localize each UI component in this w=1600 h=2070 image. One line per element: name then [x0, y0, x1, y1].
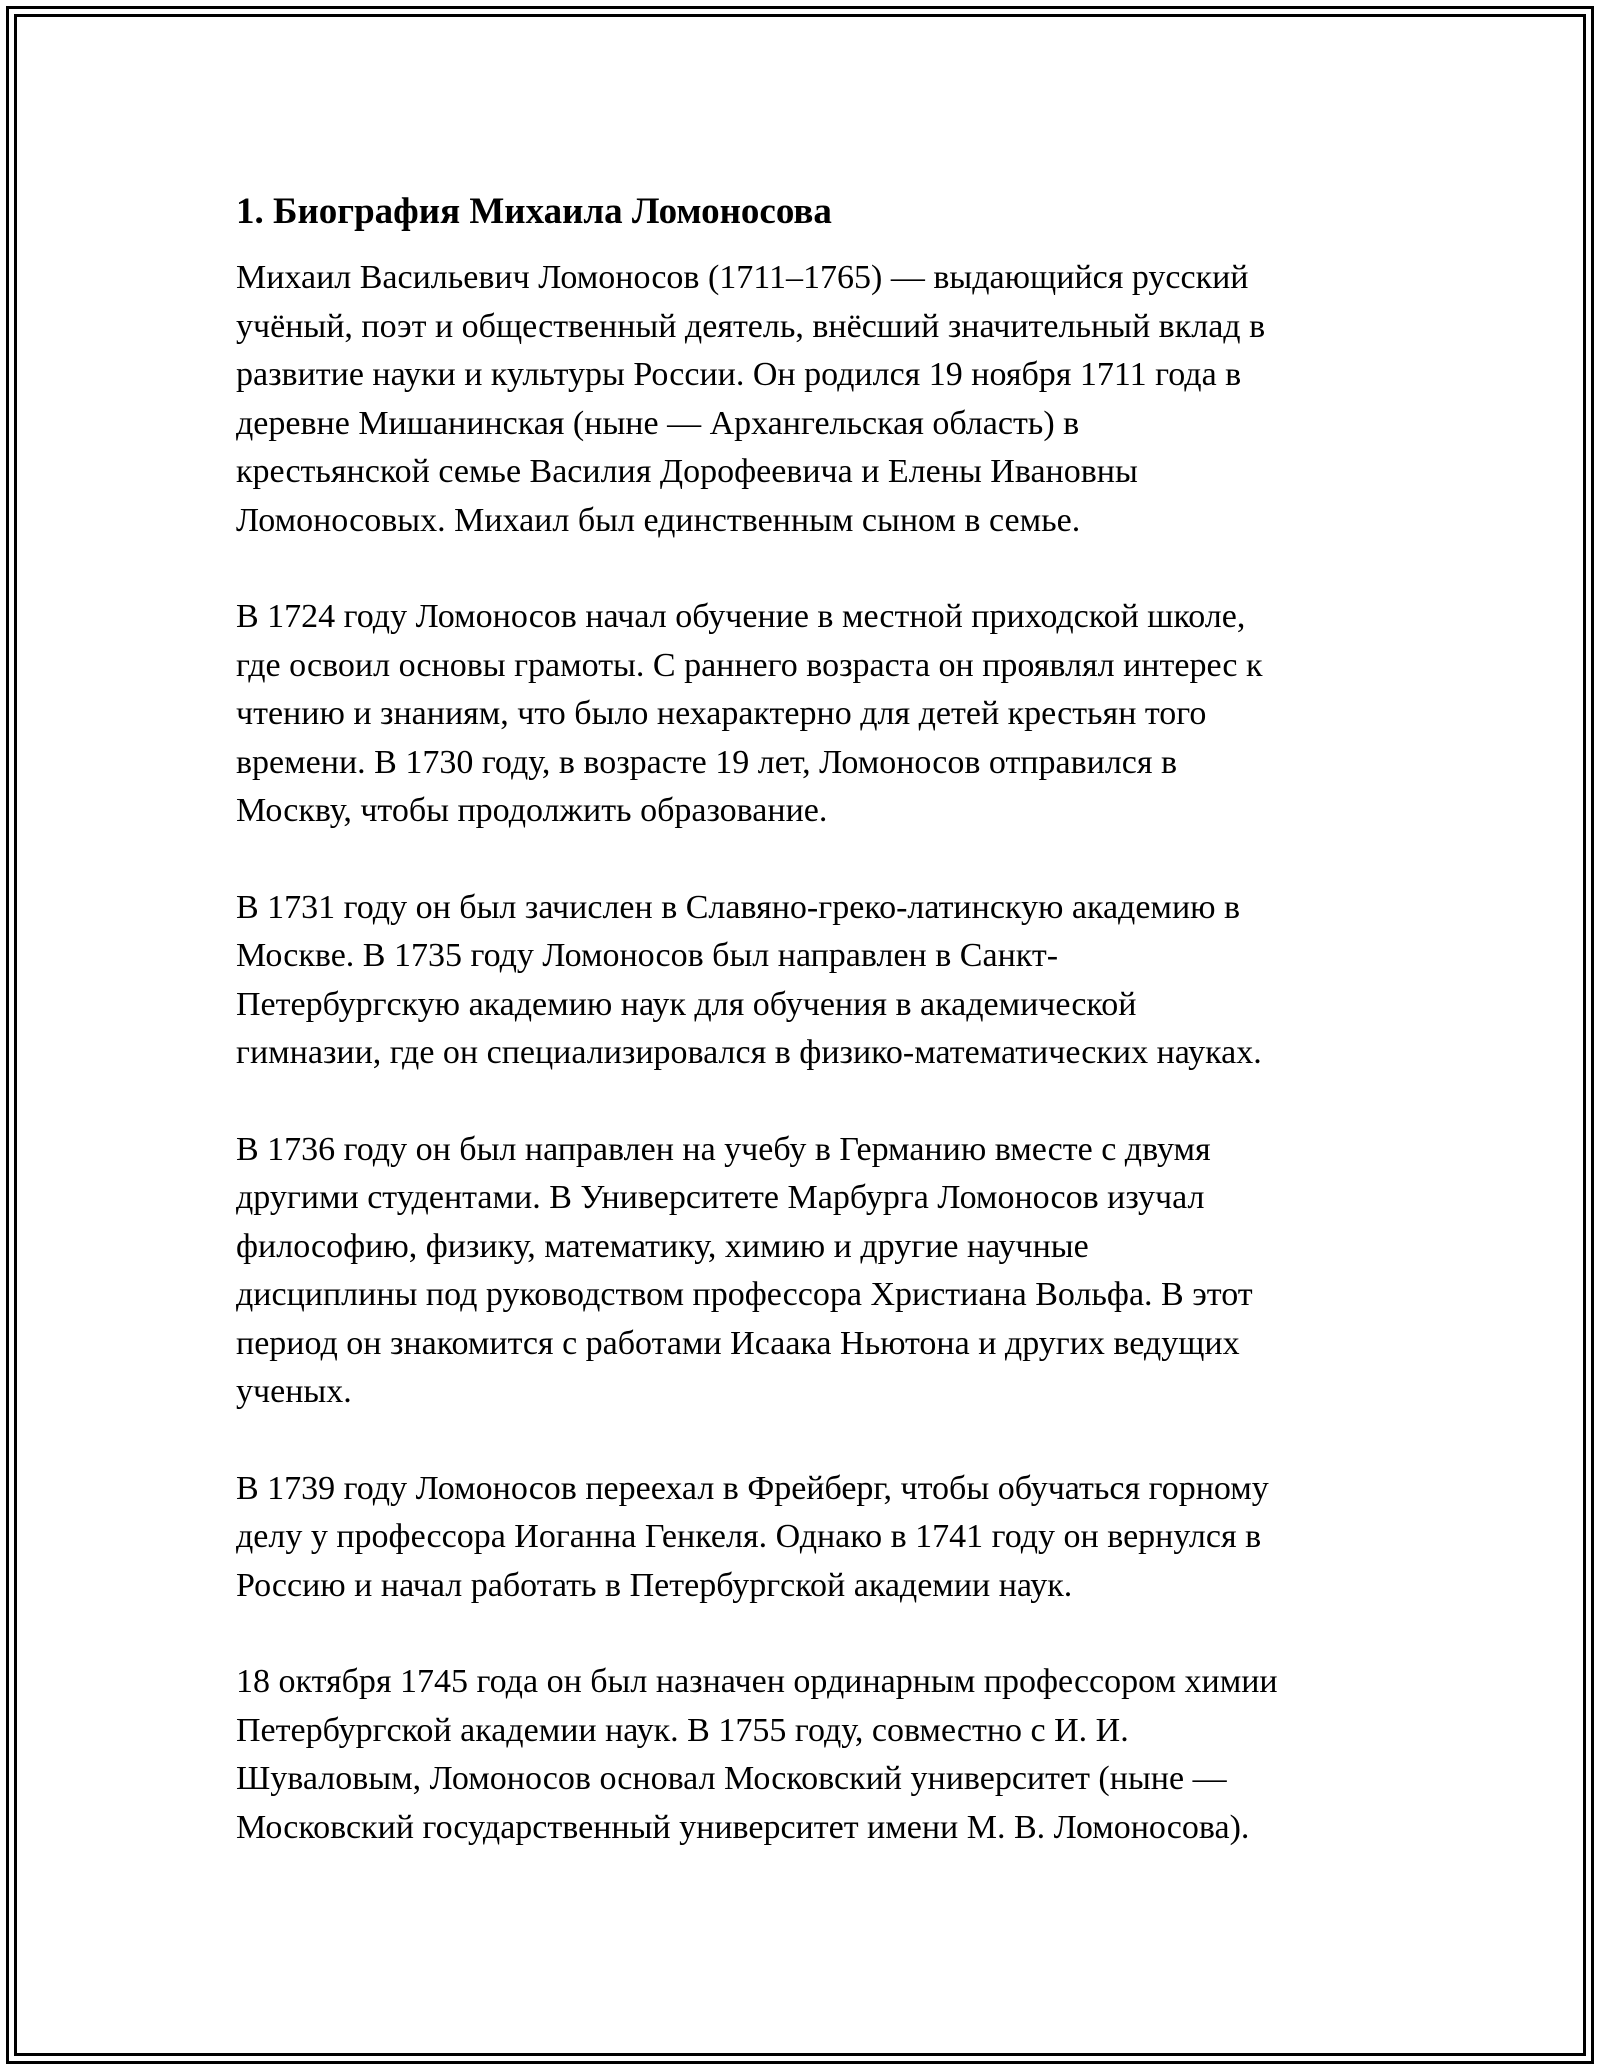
- paragraph-academy: В 1731 году он был зачислен в Славяно-греко-латинскую академию в Москве. В 1735 году Ломоносов был направлен в Санкт- Петербургскую академию наук для обучения в академической гимназии, где он специализировался в физико-математических науках.: [236, 888, 1262, 1071]
- paragraph-birth: Михаил Васильевич Ломоносов (1711–1765) — выдающийся русский учёный, поэт и общественный деятель, внёсший значительный вклад в развитие науки и культуры России. Он родился 19 ноября 1711 года в деревне Мишанинская (ныне — Архангельская область) в крестьянской семье Василия Дорофеевича и Елены Ивановны Ломоносовых. Михаил был единственным сыном в семье.: [236, 259, 1266, 539]
- section-heading: 1. Биография Михаила Ломоносова: [236, 191, 832, 232]
- document-body: [236, 186, 1376, 1900]
- paragraph-germany: В 1736 году он был направлен на учебу в Германию вместе с двумя другими студентами. В Университете Марбурга Ломоносов изучал философию, физику, математику, химию и другие научные дисциплины под руководством профессора Христиана Вольфа. В этот период он знакомится с работами Исаака Ньютона и других ведущих ученых.: [236, 1130, 1253, 1410]
- paragraph-early-education: В 1724 году Ломоносов начал обучение в местной приходской школе, где освоил основы грамоты. С раннего возраста он проявлял интерес к чтению и знаниям, что было нехарактерно для детей крестьян того времени. В 1730 году, в возрасте 19 лет, Ломоносов отправился в Москву, чтобы продолжить образование.: [236, 598, 1263, 829]
- paragraph-freiberg: В 1739 году Ломоносов переехал в Фрейберг, чтобы обучаться горному делу у профессора Иоганна Генкеля. Однако в 1741 году он вернулся в Россию и начал работать в Петербургской академии наук.: [236, 1469, 1269, 1604]
- paragraph-professorship: 18 октября 1745 года он был назначен ординарным профессором химии Петербургской академии наук. В 1755 году, совместно с И. И. Шуваловым, Ломоносов основал Московский университет (ныне — Московский государственный университет имени М. В. Ломоносова).: [236, 1663, 1278, 1846]
